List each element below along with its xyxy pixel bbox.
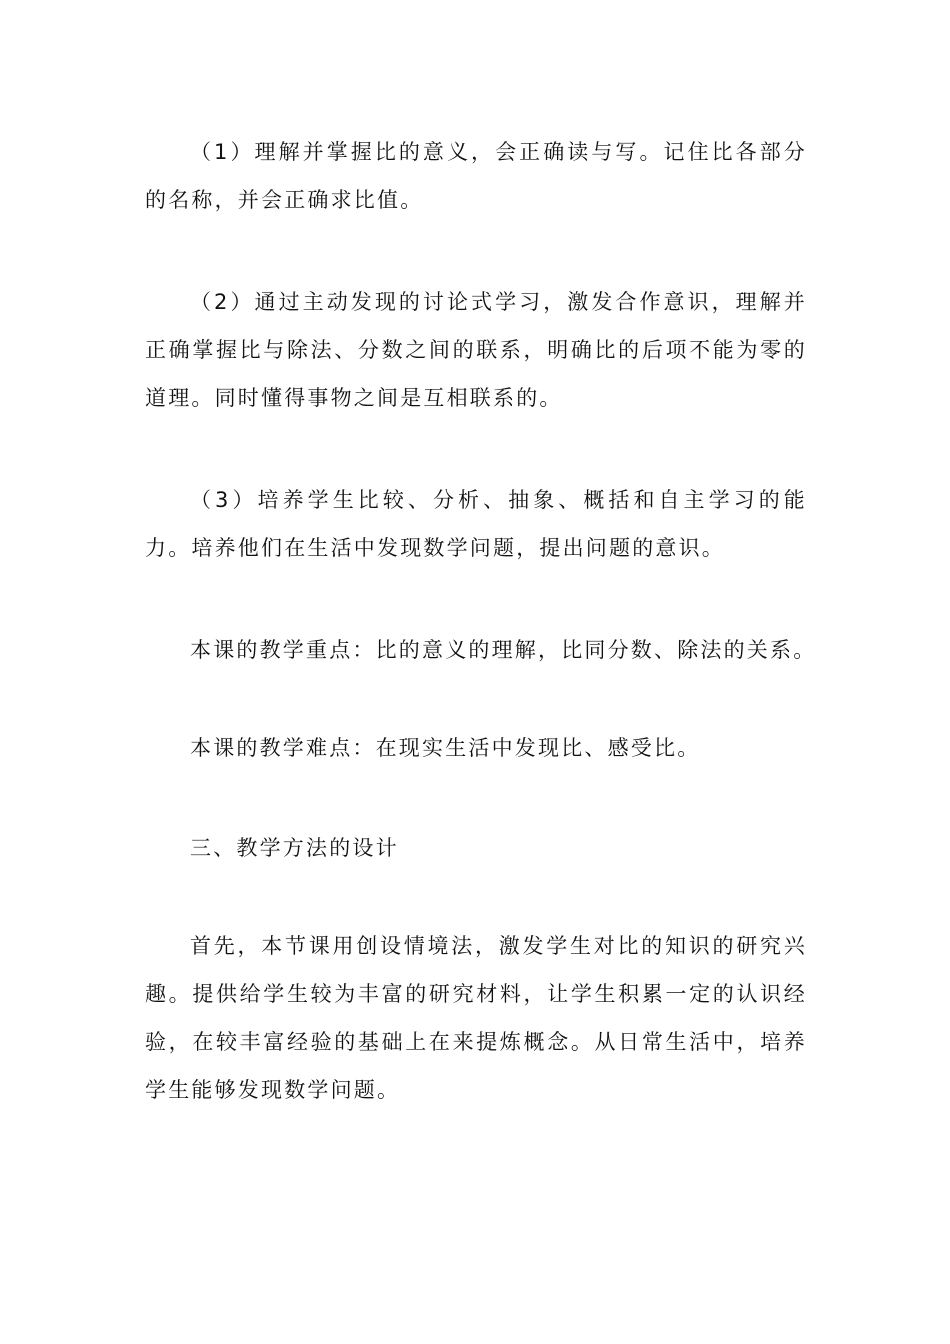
paragraph-key-point: 本课的教学重点：比的意义的理解，比同分数、除法的关系。 <box>190 638 817 662</box>
paragraph-objective-2: （2）通过主动发现的讨论式学习，激发合作意识，理解并正确掌握比与除法、分数之间的联系，明确比的后项不能为零的道理。同时懂得事物之间是互相联系的。 <box>145 290 807 410</box>
section-heading-teaching-method: 三、教学方法的设计 <box>190 836 399 860</box>
paragraph-method-first: 首先，本节课用创设情境法，激发学生对比的知识的研究兴趣。提供给学生较为丰富的研究材料，让学生积累一定的认识经验，在较丰富经验的基础上在来提炼概念。从日常生活中，培养学生能够发现数学问题。 <box>145 934 807 1102</box>
paragraph-difficult-point: 本课的教学难点：在现实生活中发现比、感受比。 <box>190 736 701 760</box>
paragraph-objective-3: （3）培养学生比较、分析、抽象、概括和自主学习的能力。培养他们在生活中发现数学问题，提出问题的意识。 <box>145 488 807 560</box>
paragraph-objective-1: （1）理解并掌握比的意义，会正确读与写。记住比各部分的名称，并会正确求比值。 <box>145 140 807 212</box>
